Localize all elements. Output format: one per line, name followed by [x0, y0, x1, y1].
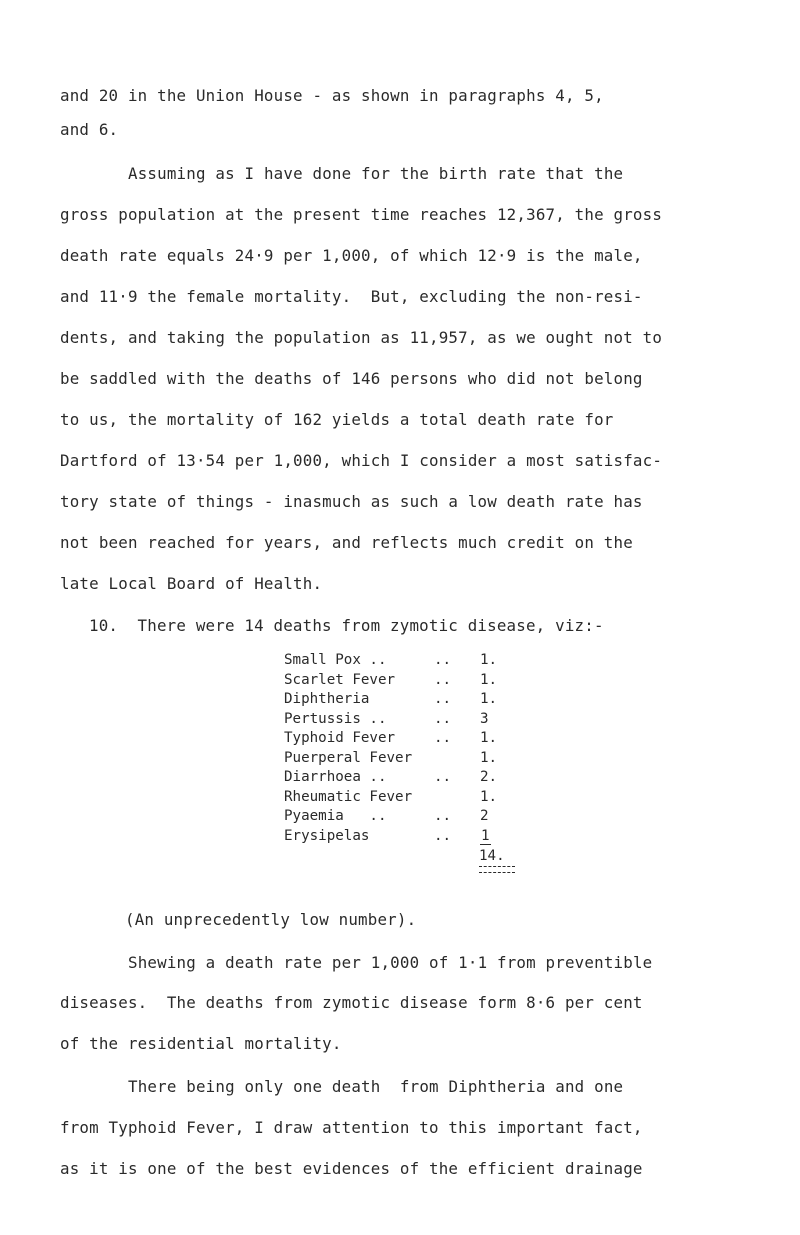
- leader-dots: ..: [434, 671, 452, 688]
- rates-line-7: to us, the mortality of 162 yields a total death rate for: [60, 410, 614, 429]
- death-count: 1.: [480, 671, 498, 688]
- total-count: 14.: [479, 848, 505, 864]
- rates-line-8: Dartford of 13·54 per 1,000, which I consider a most satisfac-: [60, 451, 663, 470]
- table-row: [284, 651, 544, 671]
- disease-name: Small Pox ..: [284, 652, 387, 668]
- leader-dots: ..: [434, 808, 452, 824]
- rates-line-9: tory state of things - inasmuch as such a low death rate has: [60, 492, 643, 511]
- table-row: [284, 690, 544, 710]
- rates-line-5: dents, and taking the population as 11,957, as we ought not to: [60, 328, 663, 347]
- rates-line-4: and 11·9 the female mortality. But, excluding the non-resi-: [60, 287, 643, 306]
- drainage-line-1: There being only one death from Diphtheria and one: [128, 1077, 624, 1096]
- death-count: 1.: [480, 730, 498, 746]
- rates-line-3: death rate equals 24·9 per 1,000, of which 12·9 is the male,: [60, 246, 643, 265]
- table-total-row: [284, 846, 544, 866]
- death-count: 1.: [480, 652, 498, 668]
- leader-dots: ..: [434, 769, 452, 785]
- preventible-line-1: Shewing a death rate per 1,000 of 1·1 from preventible: [128, 953, 653, 972]
- table-row: [284, 749, 544, 769]
- disease-name: Rheumatic Fever: [284, 788, 413, 805]
- leader-dots: ..: [434, 710, 452, 727]
- rates-line-10: not been reached for years, and reflects much credit on the: [60, 533, 633, 552]
- rates-line-2: gross population at the present time reaches 12,367, the gross: [60, 205, 663, 224]
- death-count: 2.: [480, 769, 498, 785]
- disease-name: Diphtheria: [284, 691, 370, 707]
- table-row: [284, 807, 544, 827]
- rates-line-1: Assuming as I have done for the birth rate that the: [128, 164, 624, 183]
- total-rule-container: [284, 866, 544, 878]
- disease-name: Typhoid Fever: [284, 730, 396, 746]
- death-count: 3: [480, 710, 489, 727]
- death-count: 1.: [480, 749, 498, 766]
- disease-name: Puerperal Fever: [284, 749, 413, 766]
- intro-line-2: and 6.: [60, 120, 119, 139]
- rates-line-11: late Local Board of Health.: [60, 574, 323, 593]
- leader-dots: ..: [434, 691, 452, 707]
- leader-dots: ..: [434, 827, 452, 844]
- table-row: [284, 788, 544, 808]
- drainage-line-2: from Typhoid Fever, I draw attention to this important fact,: [60, 1118, 643, 1137]
- disease-name: Pyaemia ..: [284, 808, 387, 824]
- note-line: (An unprecedently low number).: [125, 910, 417, 929]
- zymotic-table: [284, 651, 544, 878]
- zymotic-heading: 10. There were 14 deaths from zymotic disease, viz:-: [89, 616, 604, 635]
- table-row: [284, 729, 544, 749]
- rates-line-6: be saddled with the deaths of 146 persons who did not belong: [60, 369, 643, 388]
- death-count: 1.: [480, 788, 498, 805]
- leader-dots: ..: [434, 730, 452, 746]
- disease-name: Erysipelas: [284, 827, 370, 844]
- preventible-line-2: diseases. The deaths from zymotic disease form 8·6 per cent: [60, 993, 643, 1012]
- disease-name: Scarlet Fever: [284, 671, 396, 688]
- table-row: [284, 710, 544, 730]
- death-count: [480, 827, 491, 847]
- disease-name: Diarrhoea ..: [284, 769, 387, 785]
- drainage-line-3: as it is one of the best evidences of the efficient drainage: [60, 1159, 643, 1178]
- death-count: 2: [480, 808, 489, 824]
- table-row: [284, 827, 544, 847]
- intro-line-1: and 20 in the Union House - as shown in paragraphs 4, 5,: [60, 86, 604, 105]
- table-row: [284, 671, 544, 691]
- preventible-line-3: of the residential mortality.: [60, 1034, 342, 1053]
- leader-dots: ..: [434, 652, 452, 668]
- table-row: [284, 768, 544, 788]
- disease-name: Pertussis ..: [284, 710, 387, 727]
- underlined-count: 1: [481, 827, 490, 844]
- double-underline: [479, 866, 515, 873]
- death-count: 1.: [480, 691, 498, 707]
